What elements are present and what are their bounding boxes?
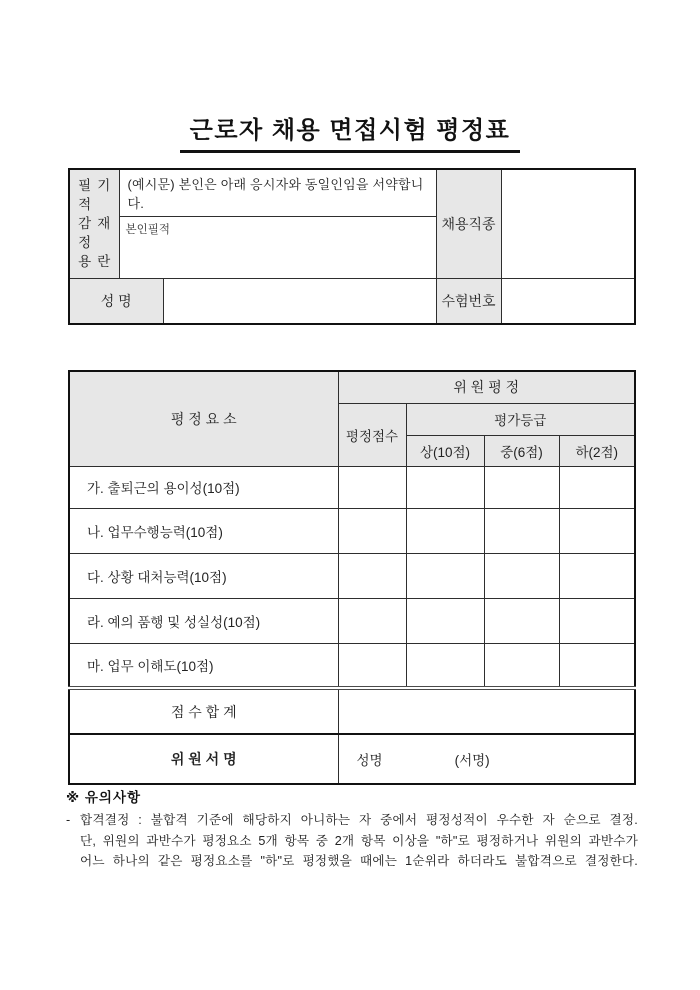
- title-area: [0, 110, 700, 153]
- grade-mid-header: 중(6점): [484, 435, 559, 466]
- committee-signature-label: 위 원 서 명: [69, 734, 338, 784]
- table-row: [69, 643, 635, 688]
- note-line-1: - 합격결정 : 불합격 기준에 해당하지 아니하는 자 중에서 평정성적이 우수한 자 순으로 결정.: [66, 810, 638, 831]
- notes-heading: ※ 유의사항: [66, 790, 142, 805]
- exam-number-value-cell: [501, 278, 635, 324]
- signature-name-label: 성명: [356, 753, 383, 768]
- grade-low-cell: [559, 598, 635, 643]
- item-label-performance: 나. 업무수행능력(10점): [69, 508, 338, 553]
- oath-example-text-cell: [119, 169, 436, 216]
- committee-rating-header: 위 원 평 정: [338, 371, 635, 403]
- job-type-value-cell: [501, 169, 635, 278]
- grade-mid-cell: [484, 643, 559, 688]
- grade-header: 평가등급: [406, 403, 635, 435]
- oath-example-text: (예시문) 본인은 아래 응시자와 동일인임을 서약합니다.: [127, 176, 424, 211]
- grade-high-cell: [406, 508, 484, 553]
- note-line-3: 어느 하나의 같은 평정요소를 "하"로 평정했을 때에는 1순위라 하더라도 불합격으로 결정한다.: [80, 854, 638, 868]
- vertical-label: [70, 175, 119, 273]
- score-cell: [338, 643, 406, 688]
- grade-high-cell: [406, 598, 484, 643]
- item-label-understanding: 마. 업무 이해도(10점): [69, 643, 338, 688]
- total-score-row: [69, 688, 635, 734]
- handwriting-verification-label-cell: [69, 169, 119, 278]
- factor-header: 평 정 요 소: [69, 371, 338, 466]
- grade-high-cell: [406, 643, 484, 688]
- signature-value-cell: [338, 734, 635, 784]
- grade-low-cell: [559, 643, 635, 688]
- rating-score-header: 평정점수: [338, 403, 406, 466]
- grade-low-cell: [559, 553, 635, 598]
- signature-line: [339, 749, 635, 769]
- total-score-value-cell: [338, 688, 635, 734]
- own-handwriting-label: 본인필적: [125, 223, 170, 236]
- grade-high-cell: [406, 466, 484, 508]
- item-label-manners: 라. 예의 품행 및 성실성(10점): [69, 598, 338, 643]
- total-score-label: 점 수 합 계: [69, 688, 338, 734]
- signature-row: [69, 734, 635, 784]
- grade-low-header: 하(2점): [559, 435, 635, 466]
- applicant-info-table: [68, 168, 636, 325]
- grade-mid-cell: [484, 553, 559, 598]
- note-line-2: 단, 위원의 과반수가 평정요소 5개 항목 중 2개 항목 이상을 "하"로 평정하거나 위원의 과반수가: [80, 833, 638, 848]
- dash-bullet: -: [66, 813, 71, 827]
- table-row: [69, 598, 635, 643]
- page-title: 근로자 채용 면접시험 평정표: [180, 110, 521, 153]
- grade-high-header: 상(10점): [406, 435, 484, 466]
- item-label-commute: 가. 출퇴근의 용이성(10점): [69, 466, 338, 508]
- grade-high-cell: [406, 553, 484, 598]
- score-cell: [338, 508, 406, 553]
- grade-low-cell: [559, 466, 635, 508]
- job-type-label: 채용직종: [436, 169, 501, 278]
- own-handwriting-cell: [119, 216, 436, 278]
- score-cell: [338, 466, 406, 508]
- grade-low-cell: [559, 508, 635, 553]
- table-row: [69, 553, 635, 598]
- signature-sign-label: (서명): [454, 753, 490, 768]
- table-row: [69, 508, 635, 553]
- table-row: [69, 466, 635, 508]
- vertical-label-col2: 기 재 란: [97, 177, 111, 270]
- score-cell: [338, 598, 406, 643]
- name-label: 성 명: [69, 278, 163, 324]
- exam-number-label: 수험번호: [436, 278, 501, 324]
- item-label-situation: 다. 상황 대처능력(10점): [69, 553, 338, 598]
- rating-table: [68, 370, 636, 785]
- score-cell: [338, 553, 406, 598]
- grade-mid-cell: [484, 508, 559, 553]
- grade-mid-cell: [484, 466, 559, 508]
- notes-section: [66, 786, 638, 872]
- name-value-cell: [163, 278, 436, 324]
- vertical-label-col1: 필 적 감 정 용: [78, 177, 92, 270]
- grade-mid-cell: [484, 598, 559, 643]
